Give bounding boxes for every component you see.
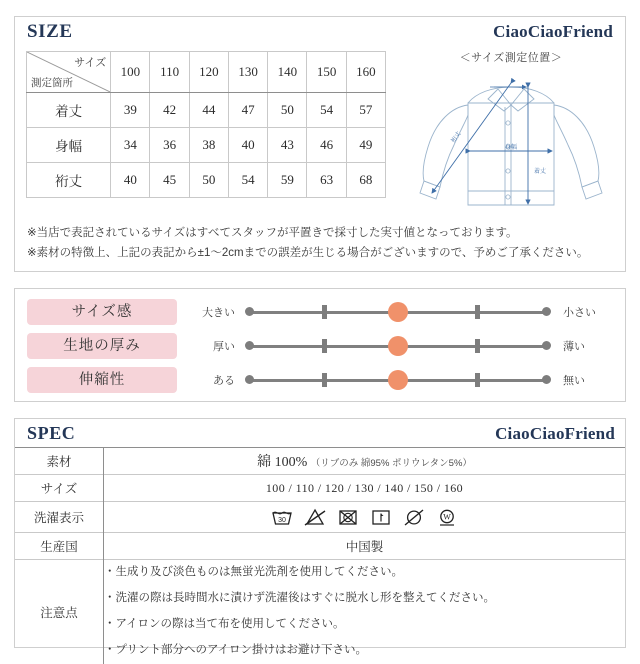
feel-row-stretch (15, 363, 625, 397)
column-header: 160 (346, 52, 385, 93)
figure-label-sleeve: 裄丈 (450, 130, 463, 145)
feel-left-label: 大きい (202, 307, 235, 319)
slider-knob[interactable] (388, 336, 408, 356)
slider-tick (475, 339, 480, 353)
spec-value-material (104, 448, 626, 475)
table-cell: 63 (307, 163, 346, 198)
table-cell: 38 (189, 128, 228, 163)
wash-30-icon (271, 508, 293, 526)
spec-table (15, 448, 625, 664)
size-panel (14, 16, 626, 272)
column-header: 150 (307, 52, 346, 93)
slider-end-dot-right (542, 341, 551, 350)
no-dryclean-icon (403, 508, 425, 526)
feel-left-label: ある (213, 375, 235, 387)
no-tumble-dry-icon (337, 508, 359, 526)
spec-value-care (104, 502, 626, 533)
table-cell: 47 (228, 93, 267, 128)
spec-label-material: 素材 (15, 448, 104, 475)
spec-panel (14, 418, 626, 656)
table-cell: 34 (111, 128, 150, 163)
corner-point-label: 測定箇所 (31, 77, 73, 89)
svg-text:30: 30 (278, 517, 286, 524)
figure-caption: ＜サイズ測定位置＞ (459, 52, 563, 64)
iron-one-dot-icon (370, 508, 392, 526)
size-title: SIZE (27, 21, 73, 42)
size-panel-header (15, 17, 625, 47)
slider-end-dot-left (245, 307, 254, 316)
figure-label-width: 身幅 (504, 145, 518, 151)
figure-label-length: 着丈 (534, 169, 547, 175)
feel-left-label: 厚い (213, 341, 235, 353)
spec-row-caution (15, 560, 625, 664)
feel-right-label: 無い (563, 375, 585, 387)
table-cell: 45 (150, 163, 189, 198)
size-note-line: ※素材の特徴上、上記の表記から±1～2cmまでの誤差が生じる場合がございますので、予めご了承ください。 (27, 246, 589, 259)
table-row (27, 163, 386, 198)
table-cell: 44 (189, 93, 228, 128)
spec-row-material (15, 448, 625, 475)
row-label: 裄丈 (27, 163, 111, 198)
row-label: 着丈 (27, 93, 111, 128)
table-cell: 54 (307, 93, 346, 128)
spec-brand-name: CiaoCiaoFriend (495, 424, 615, 443)
material-main-value: 綿 100% (257, 455, 308, 470)
fit-feel-panel (14, 288, 626, 402)
table-cell: 39 (111, 93, 150, 128)
slider-knob[interactable] (388, 370, 408, 390)
slider-end-dot-right (542, 307, 551, 316)
row-label: 身幅 (27, 128, 111, 163)
feel-right-label: 薄い (563, 341, 585, 353)
table-cell: 49 (346, 128, 385, 163)
spec-value-country: 中国製 (104, 533, 626, 560)
table-cell: 43 (268, 128, 307, 163)
size-panel-body (15, 47, 625, 271)
table-cell: 46 (307, 128, 346, 163)
slider-tick (322, 339, 327, 353)
column-header: 140 (268, 52, 307, 93)
spec-value-sizes: 100 / 110 / 120 / 130 / 140 / 150 / 160 (104, 475, 626, 502)
spec-row-care (15, 502, 625, 533)
table-row (27, 128, 386, 163)
caution-item: ・生成り及び淡色ものは無蛍光洗剤を使用してください。 (104, 566, 403, 578)
svg-text:W: W (443, 512, 451, 522)
feel-label-thickness: 生地の厚み (27, 333, 177, 359)
caution-item: ・プリント部分へのアイロン掛けはお避け下さい。 (104, 643, 368, 656)
care-icon-group (104, 508, 625, 526)
spec-row-country (15, 533, 625, 560)
corner-size-label: サイズ (74, 57, 107, 69)
table-cell: 50 (189, 163, 228, 198)
table-cell: 40 (111, 163, 150, 198)
table-cell: 59 (268, 163, 307, 198)
slider-end-dot-left (245, 375, 254, 384)
table-cell: 42 (150, 93, 189, 128)
table-header-row (27, 52, 386, 93)
feel-row-size (15, 295, 625, 329)
spec-title: SPEC (27, 423, 76, 443)
spec-label-caution: 注意点 (15, 560, 104, 664)
feel-slider-thickness[interactable] (245, 335, 551, 357)
spec-label-care: 洗濯表示 (15, 502, 104, 533)
caution-item: ・洗濯の際は長時間水に漬けず洗濯後はすぐに脱水し形を整えてください。 (104, 591, 495, 604)
spec-label-sizes: サイズ (15, 475, 104, 502)
table-corner-cell (27, 52, 111, 93)
caution-item: ・アイロンの際は当て布を使用してください。 (104, 617, 345, 630)
material-note: （リブのみ 綿95% ポリウレタン5%） (310, 458, 472, 469)
size-note-line: ※当店で表記されているサイズはすべてスタッフが平置きで採寸した実寸値となっております。 (27, 226, 518, 239)
column-header: 110 (150, 52, 189, 93)
size-brand-name: CiaoCiaoFriend (493, 22, 613, 41)
feel-slider-stretch[interactable] (245, 369, 551, 391)
slider-tick (322, 373, 327, 387)
size-notes (27, 223, 613, 263)
column-header: 120 (189, 52, 228, 93)
slider-end-dot-left (245, 341, 254, 350)
spec-panel-header (15, 419, 625, 448)
column-header: 100 (111, 52, 150, 93)
spec-value-caution (104, 560, 626, 664)
table-cell: 40 (228, 128, 267, 163)
wet-clean-w-icon (436, 508, 458, 526)
feel-slider-size[interactable] (245, 301, 551, 323)
table-row (27, 93, 386, 128)
table-cell: 68 (346, 163, 385, 198)
feel-label-stretch: 伸縮性 (27, 367, 177, 393)
table-cell: 50 (268, 93, 307, 128)
slider-knob[interactable] (388, 302, 408, 322)
slider-tick (322, 305, 327, 319)
feel-row-thickness (15, 329, 625, 363)
feel-right-label: 小さい (563, 307, 596, 319)
garment-diagram-icon (406, 65, 616, 233)
table-cell: 36 (150, 128, 189, 163)
slider-tick (475, 305, 480, 319)
no-bleach-icon (304, 508, 326, 526)
feel-label-size: サイズ感 (27, 299, 177, 325)
column-header: 130 (228, 52, 267, 93)
measurement-table (26, 51, 386, 198)
table-cell: 54 (228, 163, 267, 198)
spec-row-sizes (15, 475, 625, 502)
slider-end-dot-right (542, 375, 551, 384)
table-cell: 57 (346, 93, 385, 128)
slider-tick (475, 373, 480, 387)
spec-label-country: 生産国 (15, 533, 104, 560)
